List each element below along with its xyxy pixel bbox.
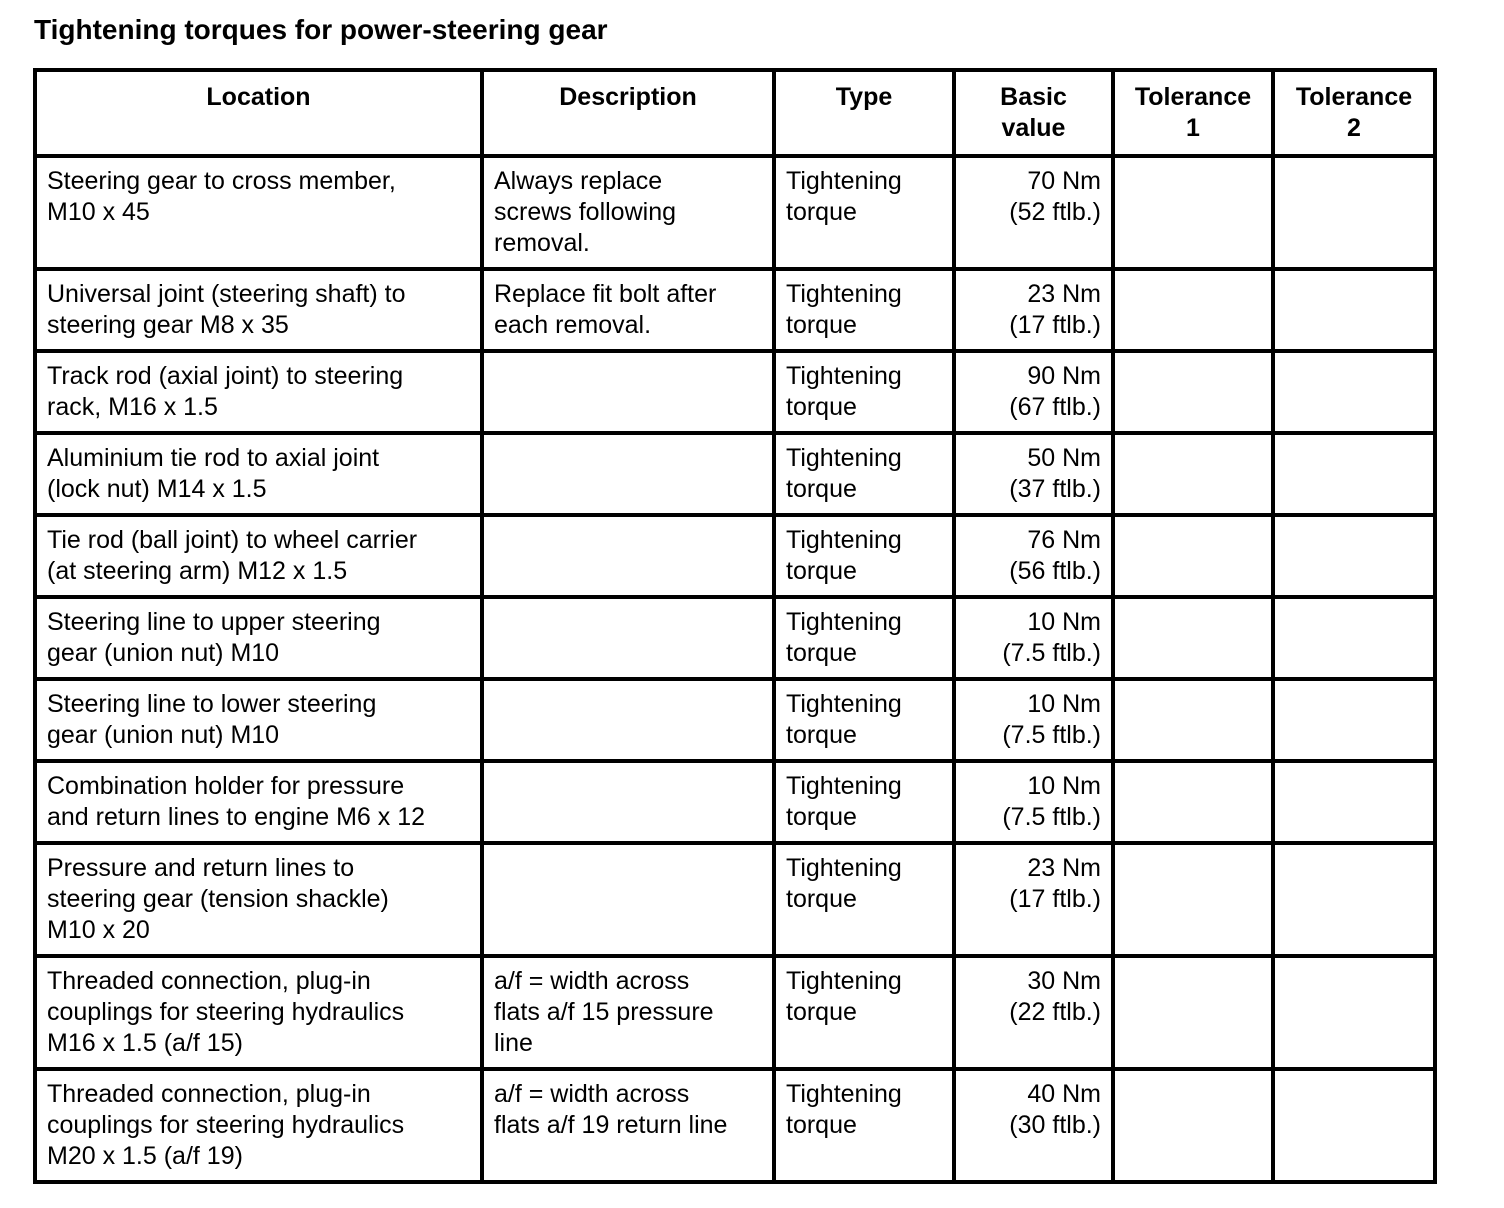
table-row	[35, 269, 1435, 351]
basic-value-line: (7.5 ftlb.)	[1002, 803, 1101, 831]
basic-value-line: 30 Nm	[1027, 967, 1101, 995]
header-location: Location	[35, 70, 482, 156]
basic-value-cell	[954, 1069, 1113, 1182]
location-cell	[35, 269, 482, 351]
location-line: couplings for steering hydraulics	[47, 998, 405, 1026]
header-tolerance-2: Tolerance 2	[1273, 70, 1435, 156]
location-cell	[35, 597, 482, 679]
description-line: Replace fit bolt after	[494, 280, 717, 308]
type-cell	[774, 597, 954, 679]
tolerance-1-cell	[1113, 1069, 1273, 1182]
description-cell	[482, 269, 774, 351]
basic-value-cell	[954, 269, 1113, 351]
tolerance-1-cell	[1113, 269, 1273, 351]
type-cell	[774, 156, 954, 269]
location-line: Threaded connection, plug-in	[47, 967, 371, 995]
description-cell	[482, 433, 774, 515]
tolerance-2-cell	[1273, 156, 1435, 269]
location-line: Universal joint (steering shaft) to	[47, 280, 406, 308]
description-cell	[482, 1069, 774, 1182]
location-line: M10 x 20	[47, 916, 150, 944]
tolerance-2-cell	[1273, 515, 1435, 597]
description-cell	[482, 761, 774, 843]
tolerance-1-cell	[1113, 843, 1273, 956]
basic-value-line: (17 ftlb.)	[1009, 311, 1101, 339]
type-line: Tightening	[786, 280, 902, 308]
location-line: Combination holder for pressure	[47, 772, 405, 800]
location-line: gear (union nut) M10	[47, 639, 280, 667]
type-line: torque	[786, 393, 857, 421]
basic-value-cell	[954, 156, 1113, 269]
table-row	[35, 843, 1435, 956]
location-line: Track rod (axial joint) to steering	[47, 362, 404, 390]
tolerance-2-cell	[1273, 269, 1435, 351]
basic-value-line: (22 ftlb.)	[1009, 998, 1101, 1026]
basic-value-line: (7.5 ftlb.)	[1002, 721, 1101, 749]
location-line: M10 x 45	[47, 198, 150, 226]
type-line: torque	[786, 803, 857, 831]
type-line: Tightening	[786, 772, 902, 800]
tolerance-1-cell	[1113, 433, 1273, 515]
tolerance-2-cell	[1273, 843, 1435, 956]
table-row	[35, 1069, 1435, 1182]
basic-value-line: (30 ftlb.)	[1009, 1111, 1101, 1139]
location-line: Steering line to upper steering	[47, 608, 381, 636]
basic-value-line: 76 Nm	[1027, 526, 1101, 554]
basic-value-line: 40 Nm	[1027, 1080, 1101, 1108]
description-cell	[482, 156, 774, 269]
tolerance-2-cell	[1273, 433, 1435, 515]
location-cell	[35, 956, 482, 1069]
description-line: removal.	[494, 229, 590, 257]
header-tolerance-1: Tolerance 1	[1113, 70, 1273, 156]
tolerance-2-cell	[1273, 351, 1435, 433]
type-cell	[774, 843, 954, 956]
location-cell	[35, 351, 482, 433]
type-line: torque	[786, 311, 857, 339]
basic-value-line: (52 ftlb.)	[1009, 198, 1101, 226]
basic-value-cell	[954, 956, 1113, 1069]
type-line: torque	[786, 1111, 857, 1139]
basic-value-line: 90 Nm	[1027, 362, 1101, 390]
basic-value-cell	[954, 433, 1113, 515]
tolerance-2-cell	[1273, 761, 1435, 843]
type-line: Tightening	[786, 362, 902, 390]
location-line: gear (union nut) M10	[47, 721, 280, 749]
location-line: couplings for steering hydraulics	[47, 1111, 405, 1139]
location-cell	[35, 761, 482, 843]
tolerance-2-cell	[1273, 597, 1435, 679]
tolerance-2-cell	[1273, 956, 1435, 1069]
type-cell	[774, 515, 954, 597]
location-line: steering gear (tension shackle)	[47, 885, 389, 913]
location-line: (at steering arm) M12 x 1.5	[47, 557, 348, 585]
location-line: Steering gear to cross member,	[47, 167, 396, 195]
tolerance-1-cell	[1113, 956, 1273, 1069]
description-cell	[482, 515, 774, 597]
table-row	[35, 761, 1435, 843]
table-row	[35, 433, 1435, 515]
type-cell	[774, 351, 954, 433]
basic-value-line: 23 Nm	[1027, 280, 1101, 308]
location-cell	[35, 515, 482, 597]
description-line: a/f = width across	[494, 967, 690, 995]
type-cell	[774, 1069, 954, 1182]
tolerance-1-cell	[1113, 679, 1273, 761]
location-cell	[35, 1069, 482, 1182]
location-line: Pressure and return lines to	[47, 854, 355, 882]
description-line: Always replace	[494, 167, 663, 195]
location-line: rack, M16 x 1.5	[47, 393, 218, 421]
type-line: Tightening	[786, 167, 902, 195]
basic-value-cell	[954, 761, 1113, 843]
header-description: Description	[482, 70, 774, 156]
basic-value-cell	[954, 597, 1113, 679]
table-row	[35, 956, 1435, 1069]
basic-value-line: (37 ftlb.)	[1009, 475, 1101, 503]
header-row	[35, 70, 1435, 156]
location-cell	[35, 433, 482, 515]
location-line: Aluminium tie rod to axial joint	[47, 444, 380, 472]
description-cell	[482, 843, 774, 956]
page-title: Tightening torques for power-steering gear	[34, 14, 608, 45]
type-line: torque	[786, 639, 857, 667]
table-row	[35, 597, 1435, 679]
description-cell	[482, 351, 774, 433]
tolerance-1-cell	[1113, 351, 1273, 433]
basic-value-line: 50 Nm	[1027, 444, 1101, 472]
type-cell	[774, 433, 954, 515]
description-cell	[482, 956, 774, 1069]
basic-value-line: 23 Nm	[1027, 854, 1101, 882]
tolerance-1-cell	[1113, 515, 1273, 597]
basic-value-line: (56 ftlb.)	[1009, 557, 1101, 585]
type-line: torque	[786, 198, 857, 226]
description-line: a/f = width across	[494, 1080, 690, 1108]
location-cell	[35, 843, 482, 956]
type-line: Tightening	[786, 854, 902, 882]
header-basic-value: Basic value	[954, 70, 1113, 156]
description-line: each removal.	[494, 311, 652, 339]
location-line: Threaded connection, plug-in	[47, 1080, 371, 1108]
table-row	[35, 515, 1435, 597]
table-body	[35, 156, 1435, 1182]
basic-value-line: 10 Nm	[1027, 690, 1101, 718]
basic-value-line: (17 ftlb.)	[1009, 885, 1101, 913]
location-line: M16 x 1.5 (a/f 15)	[47, 1029, 243, 1057]
type-cell	[774, 761, 954, 843]
table-row	[35, 156, 1435, 269]
type-line: Tightening	[786, 608, 902, 636]
tolerance-2-cell	[1273, 1069, 1435, 1182]
type-cell	[774, 269, 954, 351]
description-cell	[482, 679, 774, 761]
basic-value-line: 10 Nm	[1027, 608, 1101, 636]
tolerance-1-cell	[1113, 156, 1273, 269]
type-line: Tightening	[786, 526, 902, 554]
description-cell	[482, 597, 774, 679]
location-line: and return lines to engine M6 x 12	[47, 803, 426, 831]
type-line: Tightening	[786, 967, 902, 995]
type-cell	[774, 679, 954, 761]
location-cell	[35, 156, 482, 269]
type-line: torque	[786, 721, 857, 749]
basic-value-line: 70 Nm	[1027, 167, 1101, 195]
description-line: flats a/f 19 return line	[494, 1111, 728, 1139]
tolerance-2-cell	[1273, 679, 1435, 761]
header-type: Type	[774, 70, 954, 156]
location-line: (lock nut) M14 x 1.5	[47, 475, 267, 503]
location-line: M20 x 1.5 (a/f 19)	[47, 1142, 243, 1170]
location-line: Tie rod (ball joint) to wheel carrier	[47, 526, 418, 554]
type-line: torque	[786, 885, 857, 913]
description-line: screws following	[494, 198, 677, 226]
basic-value-line: 10 Nm	[1027, 772, 1101, 800]
type-line: Tightening	[786, 444, 902, 472]
torque-table	[33, 68, 1437, 1184]
basic-value-cell	[954, 679, 1113, 761]
type-cell	[774, 956, 954, 1069]
tolerance-1-cell	[1113, 761, 1273, 843]
basic-value-line: (7.5 ftlb.)	[1002, 639, 1101, 667]
basic-value-cell	[954, 515, 1113, 597]
description-line: line	[494, 1029, 533, 1057]
location-line: Steering line to lower steering	[47, 690, 377, 718]
type-line: torque	[786, 998, 857, 1026]
table-row	[35, 351, 1435, 433]
description-line: flats a/f 15 pressure	[494, 998, 714, 1026]
type-line: torque	[786, 475, 857, 503]
basic-value-line: (67 ftlb.)	[1009, 393, 1101, 421]
type-line: Tightening	[786, 1080, 902, 1108]
type-line: torque	[786, 557, 857, 585]
location-cell	[35, 679, 482, 761]
basic-value-cell	[954, 843, 1113, 956]
basic-value-cell	[954, 351, 1113, 433]
type-line: Tightening	[786, 690, 902, 718]
table-row	[35, 679, 1435, 761]
location-line: steering gear M8 x 35	[47, 311, 289, 339]
tolerance-1-cell	[1113, 597, 1273, 679]
